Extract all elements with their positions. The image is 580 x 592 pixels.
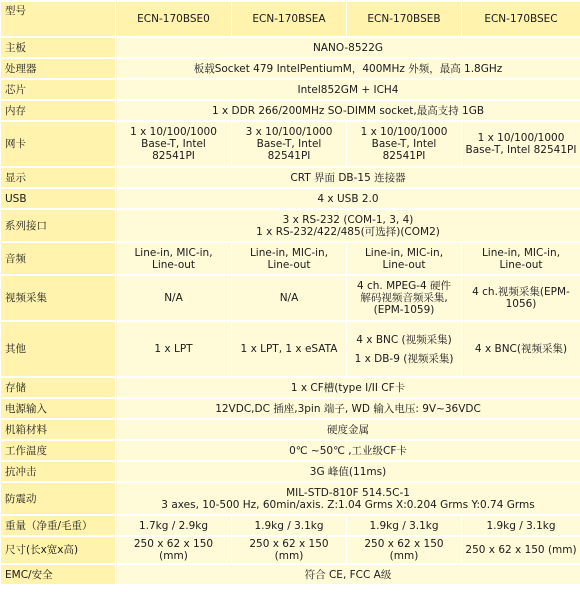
model-header-bsea: ECN-170BSEA [232, 2, 346, 36]
row-other [1, 322, 580, 376]
emc-value: 符合 CE, FCC A级 [116, 565, 580, 584]
row-lan [1, 122, 580, 166]
audio-bseb-line: Line-in, MIC-in, [364, 246, 444, 259]
row-label-temp: 工作温度 [1, 441, 115, 460]
mainboard-value: NANO-8522G [116, 38, 580, 57]
audio-bsea-line: Line-in, MIC-in, [249, 246, 329, 259]
model-header-bse0: ECN-170BSE0 [116, 2, 231, 36]
row-cpu [1, 59, 580, 78]
serial-value [116, 210, 580, 241]
video-bseb-line: (EPM-1059) [373, 304, 435, 316]
audio-bse0-line: Line-out [151, 258, 196, 271]
row-label-cpu: 处理器 [1, 59, 115, 78]
row-usb [1, 189, 580, 208]
power-value: 12VDC,DC 插座,3pin 端子, WD 输入电压: 9V~36VDC [116, 399, 580, 418]
header-row [1, 2, 580, 36]
row-label-chipset: 芯片 [1, 80, 115, 99]
row-vibration [1, 483, 580, 514]
video-bsec-line: 1056) [505, 298, 537, 310]
audio-value-bse0 [116, 243, 231, 274]
memory-value: 1 x DDR 266/200MHz SO-DIMM socket,最高支持 1GB [116, 101, 580, 120]
other-value-bse0: 1 x LPT [116, 322, 231, 376]
audio-bsec-line: Line-out [499, 258, 543, 271]
row-storage [1, 378, 580, 397]
size-value-bseb: 250 x 62 x 150 (mm) [347, 537, 461, 563]
row-label-shock: 抗冲击 [1, 462, 115, 481]
lan-value-bseb [347, 122, 461, 166]
chipset-value: Intel852GM + ICH4 [116, 80, 580, 99]
row-chipset [1, 80, 580, 99]
lan-bse0-line: 1 x 10/100/1000 [130, 126, 217, 138]
lan-value-bsea [232, 122, 346, 166]
weight-value-bsec: 1.9kg / 3.1kg [462, 516, 580, 535]
row-display [1, 168, 580, 187]
row-label-video: 视频采集 [1, 276, 115, 320]
size-value-bse0: 250 x 62 x 150 (mm) [116, 537, 231, 563]
row-label-mainboard: 主板 [1, 38, 115, 57]
audio-bseb-line: Line-out [382, 258, 426, 271]
usb-value: 4 x USB 2.0 [116, 189, 580, 208]
lan-bsea-line: Base-T, Intel 82541PI [256, 138, 322, 162]
model-header-bsec: ECN-170BSEC [462, 2, 580, 36]
row-label-memory: 内存 [1, 101, 115, 120]
video-bseb-line: 解码视频音频采集, [360, 292, 448, 304]
lan-bsea-line: 3 x 10/100/1000 [245, 126, 333, 138]
audio-value-bsec [462, 243, 580, 274]
model-header-bseb: ECN-170BSEB [347, 2, 461, 36]
video-value-bsec [462, 276, 580, 320]
lan-bseb-line: Base-T, Intel [371, 138, 437, 150]
row-label-model: 型号 [1, 2, 115, 36]
row-label-vibration: 防震动 [1, 483, 115, 514]
size-value-bsec: 250 x 62 x 150 (mm) [462, 537, 580, 563]
row-label-weight: 重量（净重/毛重） [1, 516, 115, 535]
row-label-power: 电源输入 [1, 399, 115, 418]
audio-bsea-line: Line-out [267, 258, 311, 271]
lan-bse0-line: Base-T, Intel [141, 138, 206, 150]
video-value-bseb [347, 276, 461, 320]
vibration-line: MIL-STD-810F 514.5C-1 [286, 486, 410, 499]
shock-value: 3G 峰值(11ms) [116, 462, 580, 481]
chassis-value: 硬度金属 [116, 420, 580, 439]
lan-bse0-line: 82541PI [152, 150, 195, 162]
temp-value: 0℃ ~50℃ ,工业级CF卡 [116, 441, 580, 460]
audio-value-bsea [232, 243, 346, 274]
audio-bse0-line: Line-in, MIC-in, [134, 246, 213, 259]
other-value-bsec: 4 x BNC(视频采集) [462, 322, 580, 376]
row-temp [1, 441, 580, 460]
row-power [1, 399, 580, 418]
lan-bsec-line: 1 x 10/100/1000 [477, 132, 565, 144]
other-bseb-line: 1 x DB-9 (视频采集) [354, 352, 454, 365]
weight-value-bsea: 1.9kg / 3.1kg [232, 516, 346, 535]
row-shock [1, 462, 580, 481]
row-mainboard [1, 38, 580, 57]
row-label-lan: 网卡 [1, 122, 115, 166]
row-label-audio: 音频 [1, 243, 115, 274]
size-value-bsea: 250 x 62 x 150 (mm) [232, 537, 346, 563]
row-memory [1, 101, 580, 120]
row-label-size: 尺寸(长x宽x高) [1, 537, 115, 563]
row-label-display: 显示 [1, 168, 115, 187]
video-bsec-line: 4 ch.视频采集(EPM- [472, 286, 570, 298]
video-value-bse0: N/A [116, 276, 231, 320]
row-audio [1, 243, 580, 274]
other-value-bsea: 1 x LPT, 1 x eSATA [232, 322, 346, 376]
weight-value-bse0: 1.7kg / 2.9kg [116, 516, 231, 535]
other-bseb-line: 4 x BNC (视频采集) [356, 333, 452, 346]
lan-value-bse0 [116, 122, 231, 166]
row-serial [1, 210, 580, 241]
row-size [1, 537, 580, 563]
lan-value-bsec [462, 122, 580, 166]
audio-bsec-line: Line-in, MIC-in, [481, 246, 561, 259]
row-chassis [1, 420, 580, 439]
row-label-storage: 存储 [1, 378, 115, 397]
row-video [1, 276, 580, 320]
lan-bseb-line: 82541PI [382, 150, 426, 162]
display-value: CRT 界面 DB-15 连接器 [116, 168, 580, 187]
serial-line: 1 x RS-232/422/485(可选择)(COM2) [256, 225, 440, 238]
row-label-other: 其他 [1, 322, 115, 376]
row-label-usb: USB [1, 189, 115, 208]
lan-bsec-line: Base-T, Intel 82541PI [465, 144, 577, 156]
storage-value: 1 x CF槽(type I/II CF卡 [116, 378, 580, 397]
row-weight [1, 516, 580, 535]
row-label-emc: EMC/安全 [1, 565, 115, 584]
audio-value-bseb [347, 243, 461, 274]
cpu-value: 板载Socket 479 IntelPentiumM，400MHz 外频，最高 1.8GHz [116, 59, 580, 78]
other-value-bseb [347, 322, 461, 376]
video-bseb-line: 4 ch. MPEG-4 硬件 [356, 280, 452, 292]
serial-line: 3 x RS-232 (COM-1, 3, 4) [282, 213, 414, 226]
lan-bseb-line: 1 x 10/100/1000 [360, 126, 448, 138]
row-emc [1, 565, 580, 584]
vibration-line: 3 axes, 10-500 Hz, 60min/axis. Z:1.04 Grms X:0.204 Grms Y:0.74 Grms [161, 498, 535, 511]
row-label-serial: 系列接口 [1, 210, 115, 241]
weight-value-bseb: 1.9kg / 3.1kg [347, 516, 461, 535]
video-value-bsea: N/A [232, 276, 346, 320]
vibration-value [116, 483, 580, 514]
row-label-chassis: 机箱材料 [1, 420, 115, 439]
